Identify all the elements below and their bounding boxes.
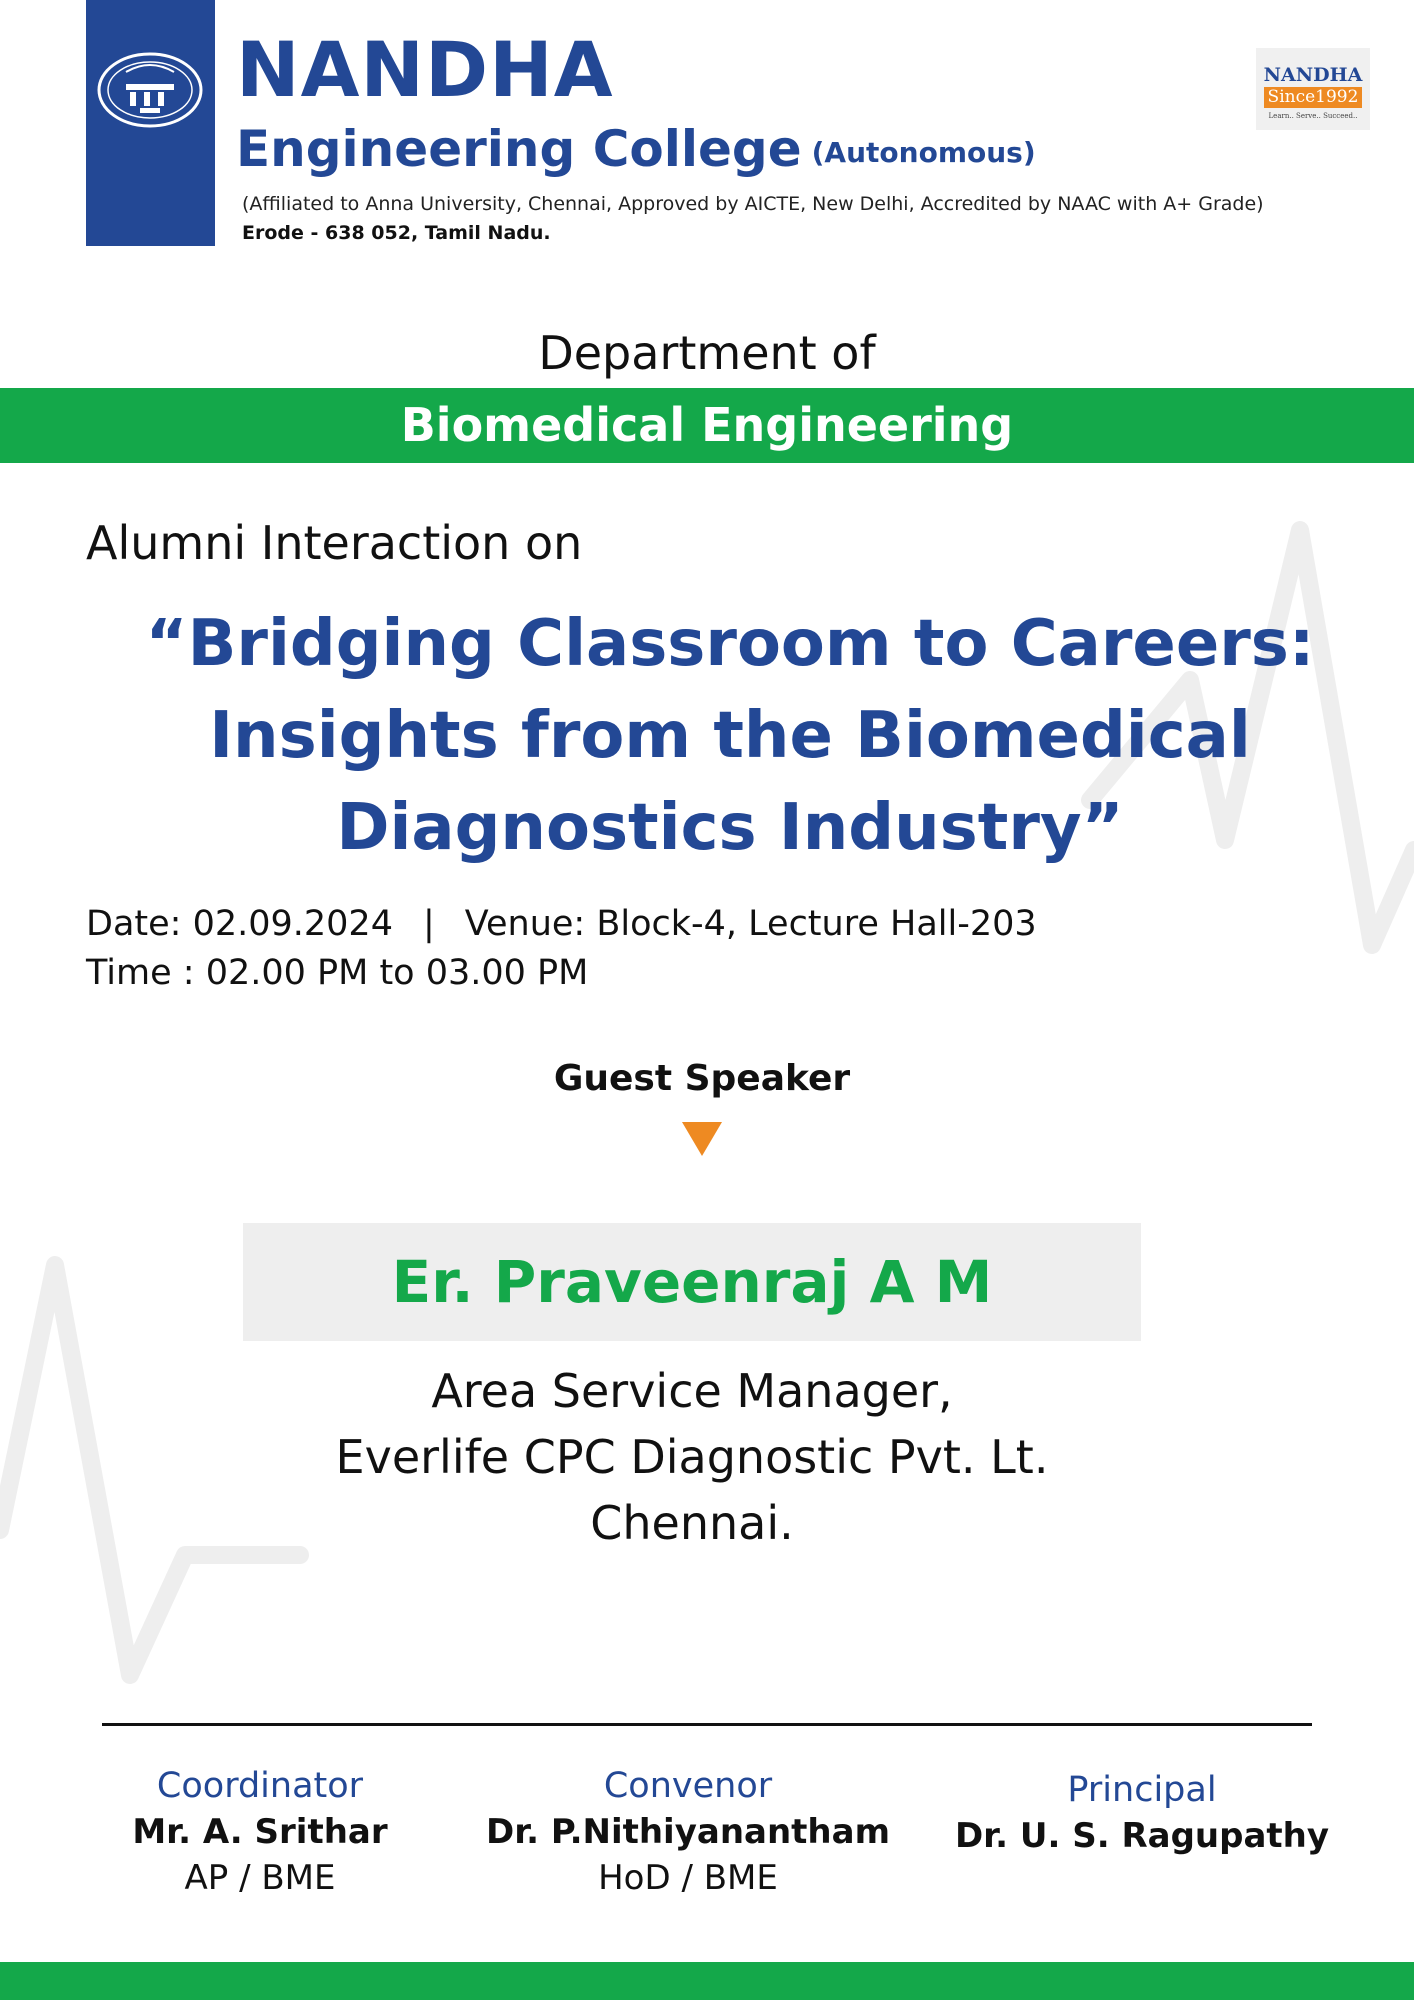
badge-tagline: Learn.. Serve.. Succeed.. [1268, 111, 1358, 120]
signatory-convenor [478, 1766, 898, 1898]
speaker-organization: Everlife CPC Diagnostic Pvt. Lt. [335, 1430, 1049, 1484]
footer-green-band [0, 1962, 1414, 2000]
since-1992-badge-logo [1256, 48, 1370, 130]
college-crest-logo [96, 50, 204, 130]
event-venue: Venue: Block-4, Lecture Hall-203 [464, 904, 1037, 944]
speaker-location: Chennai. [590, 1496, 794, 1550]
college-name: NANDHA [236, 25, 614, 114]
signatory-name: Dr. P.Nithiyanantham [486, 1812, 890, 1852]
down-arrow-icon [682, 1122, 722, 1156]
guest-speaker-label: Guest Speaker [553, 1058, 851, 1099]
event-time: Time : 02.00 PM to 03.00 PM [86, 953, 589, 993]
speaker-name: Er. Praveenraj A M [243, 1223, 1141, 1341]
event-title [100, 598, 1360, 874]
speaker-details [243, 1358, 1141, 1556]
signatory-designation: HoD / BME [598, 1858, 778, 1898]
autonomous-label: (Autonomous) [811, 135, 1036, 169]
event-title-line: Insights from the Biomedical [209, 699, 1251, 773]
event-title-line: “Bridging Classroom to Careers: [145, 607, 1315, 681]
badge-name: NANDHA [1263, 64, 1363, 86]
signatory-coordinator [50, 1766, 470, 1898]
affiliation-text: (Affiliated to Anna University, Chennai, Approved by AICTE, New Delhi, Accredited by NAAC with A+ Grade) [242, 193, 1264, 215]
college-subtitle [236, 120, 1036, 178]
college-subtitle-text: Engineering College [236, 120, 802, 178]
signatory-role: Principal [1067, 1770, 1217, 1810]
signatory-principal [932, 1770, 1352, 1856]
signatory-name: Mr. A. Srithar [132, 1812, 388, 1852]
department-name-band: Biomedical Engineering [0, 388, 1414, 463]
footer-divider [102, 1723, 1312, 1726]
department-prefix: Department of [538, 326, 876, 380]
date-venue-separator: | [422, 904, 435, 944]
signatory-role: Coordinator [156, 1766, 364, 1806]
address-text: Erode - 638 052, Tamil Nadu. [242, 222, 551, 244]
event-intro: Alumni Interaction on [86, 516, 583, 570]
badge-since: Since1992 [1264, 87, 1363, 108]
signatory-designation: AP / BME [184, 1858, 336, 1898]
speaker-designation: Area Service Manager, [431, 1364, 953, 1418]
date-venue-line [86, 904, 1037, 944]
event-date: Date: 02.09.2024 [86, 904, 393, 944]
signatory-role: Convenor [603, 1766, 773, 1806]
signatory-name: Dr. U. S. Ragupathy [954, 1816, 1330, 1856]
event-title-line: Diagnostics Industry” [336, 791, 1124, 865]
